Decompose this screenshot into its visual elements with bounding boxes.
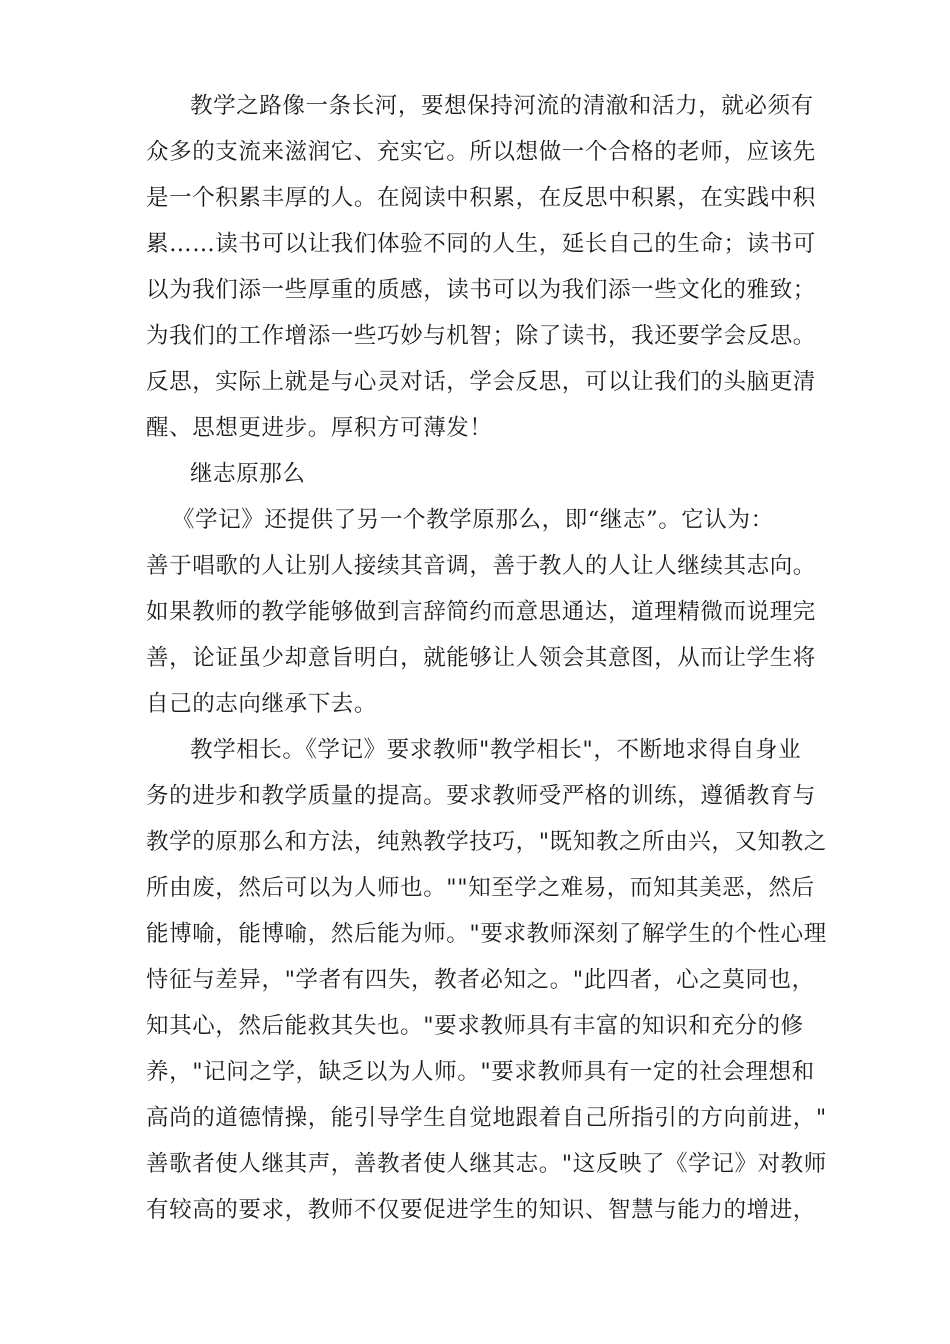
text-line: 为我们的工作增添一些巧妙与机智；除了读书，我还要学会反思。: [146, 323, 816, 349]
text-line: 如果教师的教学能够做到言辞简约而意思通达，道理精微而说理完: [146, 599, 816, 625]
text-line: 自己的志向继承下去。: [146, 691, 378, 717]
text-line: 有较高的要求，教师不仅要促进学生的知识、智慧与能力的增进，: [146, 1197, 816, 1223]
text-line: 养，"记问之学，缺乏以为人师。"要求教师具有一定的社会理想和: [146, 1059, 815, 1085]
text-line: 恃征与差异，"学者有四失，教者必知之。"此四者，心之莫同也，: [146, 967, 815, 993]
text-line: 善于唱歌的人让别人接续其音调，善于教人的人让人继续其志向。: [146, 553, 816, 579]
text-line: 以为我们添一些厚重的质感，读书可以为我们添一些文化的雅致；: [146, 277, 816, 303]
text-line: 教学之路像一条长河，要想保持河流的清澈和活力，就必须有: [190, 93, 814, 119]
text-line: 所由废，然后可以为人师也。""知至学之难易，而知其美恶，然后: [146, 875, 815, 901]
text-line: 善歌者使人继其声，善教者使人继其志。"这反映了《学记》对教师: [146, 1151, 827, 1177]
text-line: 务的进步和教学质量的提高。要求教师受严格的训练，遵循教育与: [146, 783, 816, 809]
text-line: 众多的支流来滋润它、充实它。所以想做一个合格的老师，应该先: [146, 139, 816, 165]
text-line: 善，论证虽少却意旨明白，就能够让人领会其意图，从而让学生将: [146, 645, 816, 671]
text-line: 《学记》还提供了另一个教学原那么，即“继志”。它认为：: [172, 507, 774, 533]
text-line: 教学的原那么和方法，纯熟教学技巧，"既知教之所由兴，又知教之: [146, 829, 827, 855]
text-line: 能博喻，能博喻，然后能为师。"要求教师深刻了解学生的个性心理: [146, 921, 827, 947]
text-line: 累……读书可以让我们体验不同的人生，延长自己的生命；读书可: [146, 231, 816, 257]
text-line: 高尚的道德情操，能引导学生自觉地跟着自己所指引的方向前进，": [146, 1105, 827, 1131]
text-line: 醒、思想更进步。厚积方可薄发！: [146, 415, 493, 441]
section-heading: 继志原那么: [190, 461, 306, 487]
text-line: 教学相长。《学记》要求教师"教学相长"，不断地求得自身业: [190, 737, 802, 763]
text-line: 反思，实际上就是与心灵对话，学会反思，可以让我们的头脑更清: [146, 369, 816, 395]
text-line: 是一个积累丰厚的人。在阅读中积累，在反思中积累，在实践中积: [146, 185, 816, 211]
text-line: 知其心，然后能救其失也。"要求教师具有丰富的知识和充分的修: [146, 1013, 804, 1039]
